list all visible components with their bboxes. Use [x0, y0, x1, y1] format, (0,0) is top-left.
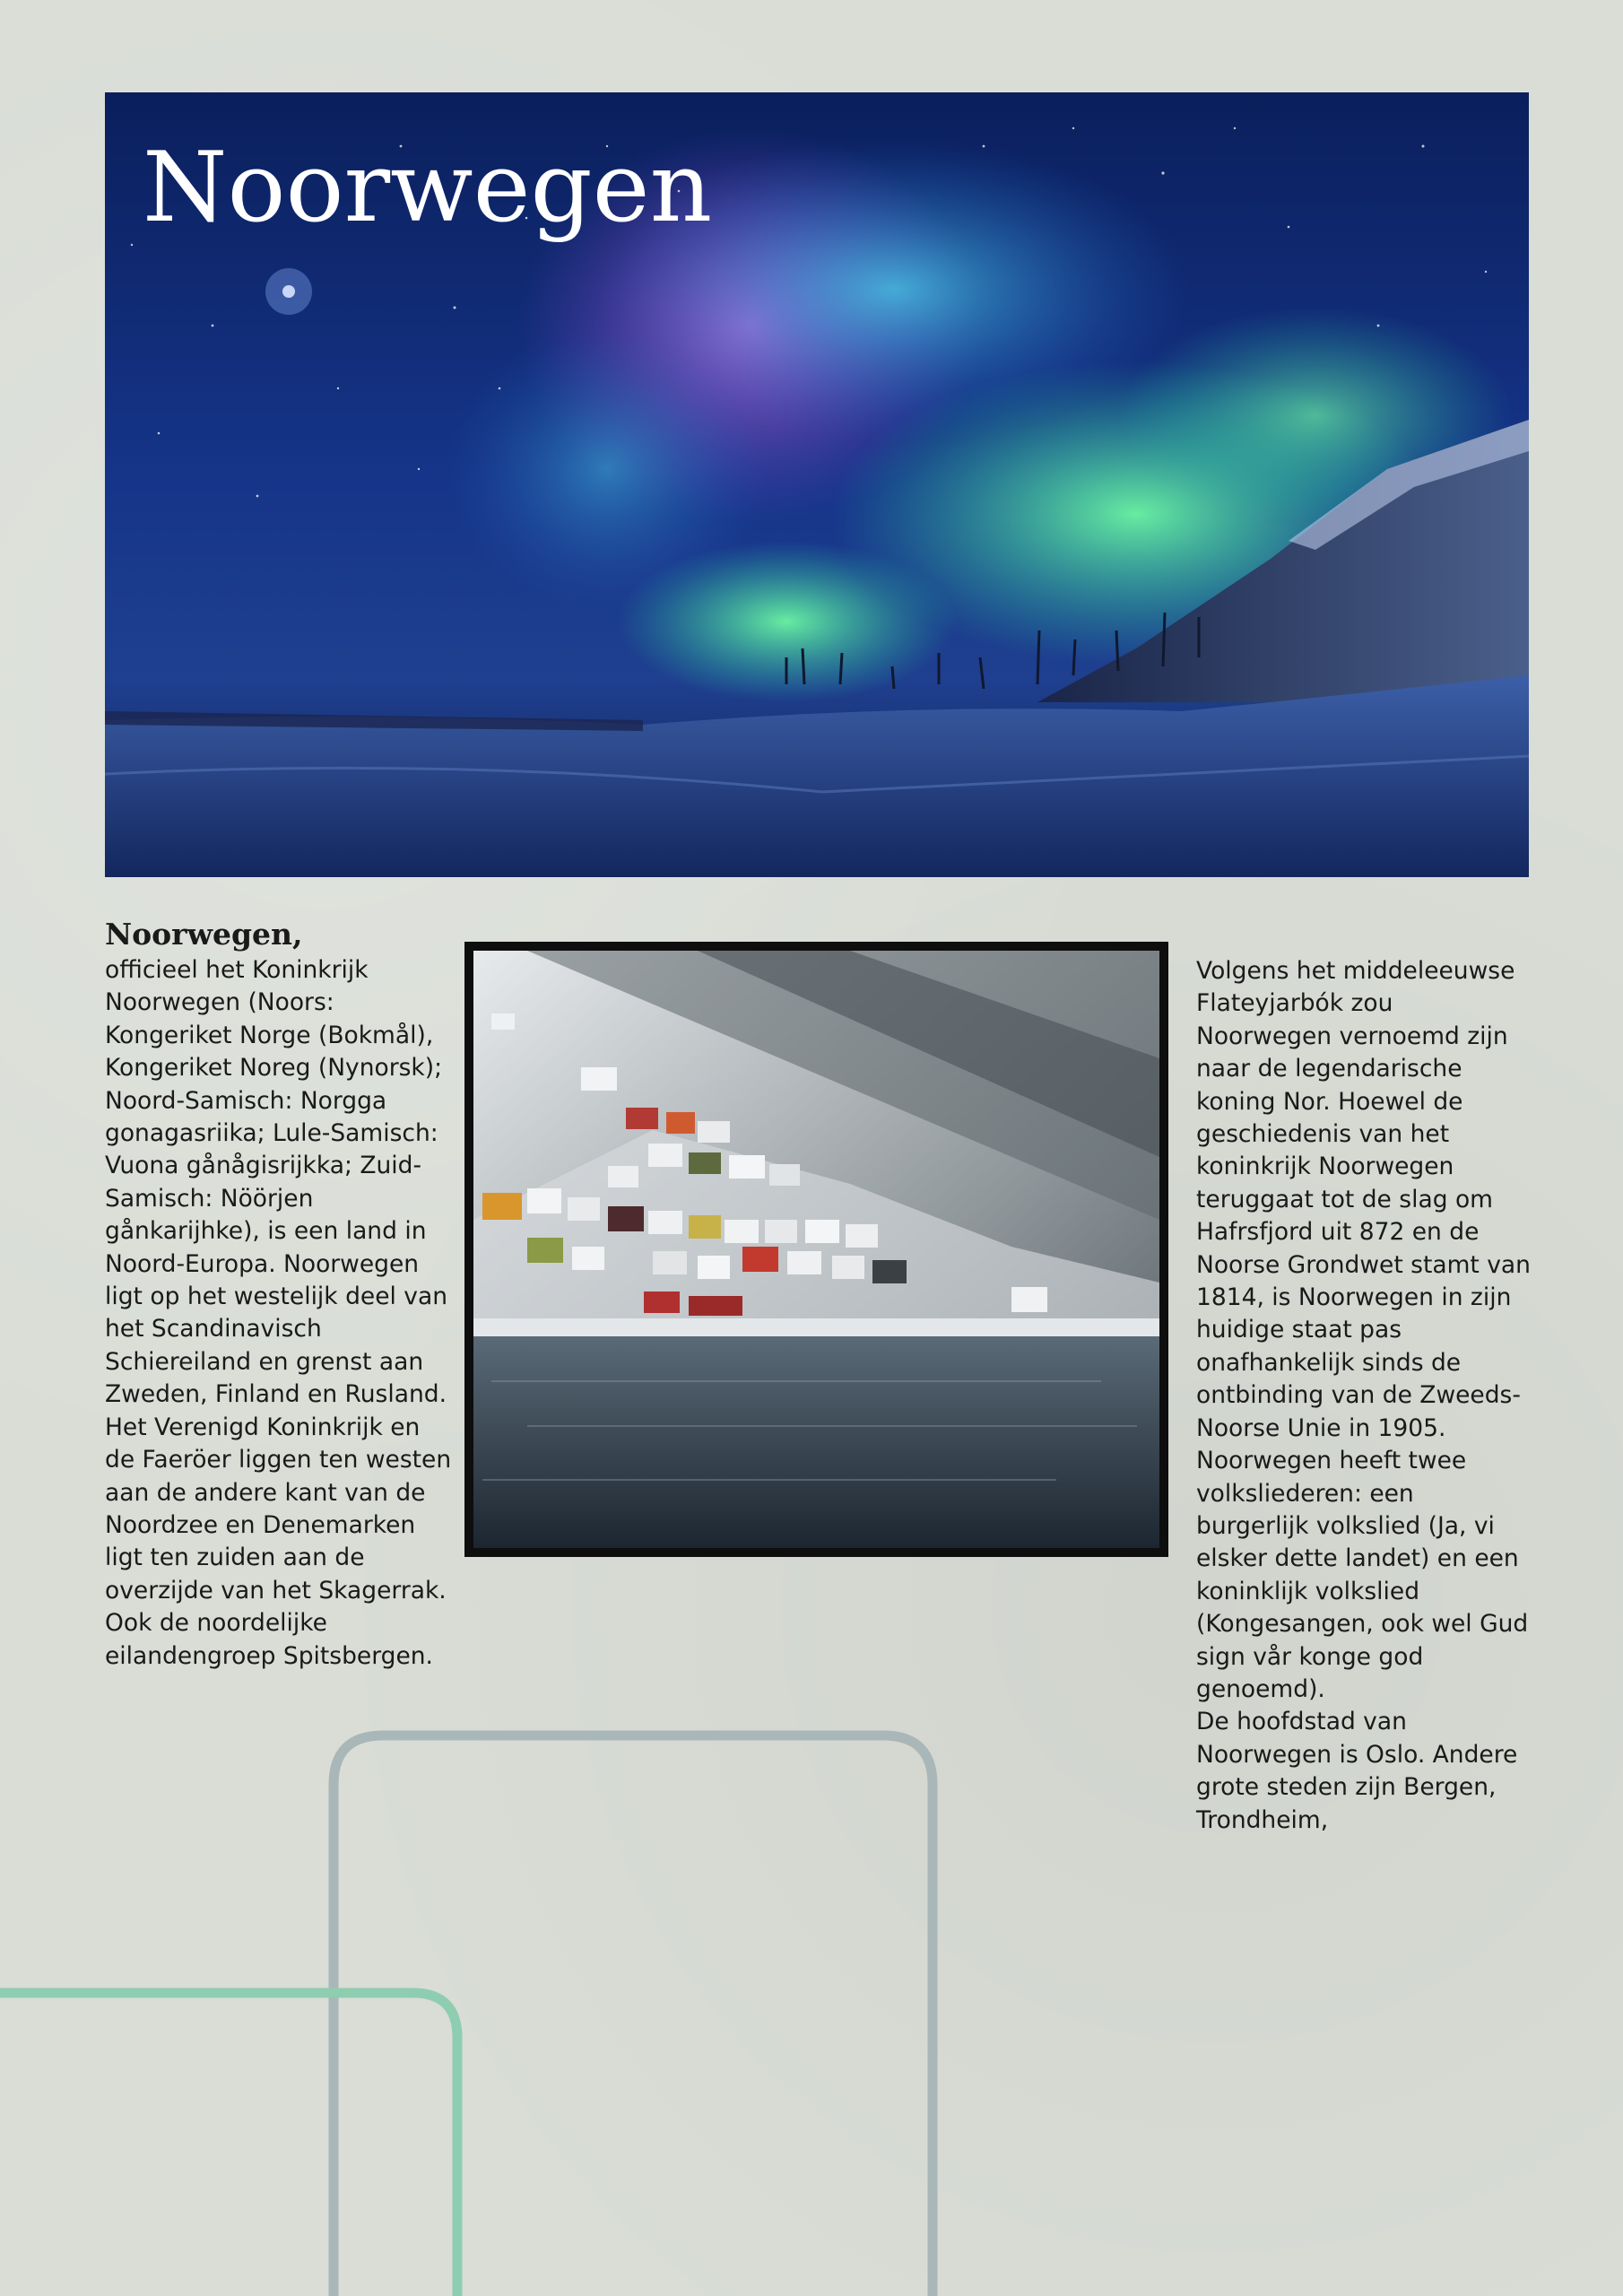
fjord-village-photo-frame [464, 942, 1168, 1557]
left-text-column [105, 915, 455, 1673]
page-title: Noorwegen [143, 132, 713, 244]
history-paragraph: Volgens het middeleeuwse Flateyjarbók zou Noorwegen vernoemd zijn naar de legendarische koning Nor. Hoewel de geschiedenis van het koninkrijk Noorwegen teruggaat tot de slag om Hafrsfjord uit 872 en de Noorse Grondwet stamt van 1814, is Noorwegen in zijn huidige staat pas onafhankelijk sinds de ontbinding van de Zweeds-Noorse Unie in 1905. Noorwegen heeft twee volksliederen: een burgerlijk volkslied (Ja, vi elsker dette landet) en een koninklijk volkslied (Kongesangen, ook wel Gud sign vår konge god genoemd). [1196, 957, 1531, 1703]
green-rounded-line [0, 1993, 457, 2296]
capital-paragraph: De hoofdstad van Noorwegen is Oslo. Andere grote steden zijn Bergen, Trondheim, [1196, 1708, 1518, 1834]
fjord-village-photo [473, 951, 1159, 1548]
intro-paragraph: officieel het Koninkrijk Noorwegen (Noors: Kongeriket Norge (Bokmål), Kongeriket Noreg (Nynorsk); Noord-Samisch: Norgga gonagasriika; Lule-Samisch: Vuona gånågisrijkka; Zuid-Samisch: Nöörjen gånkarijhke), is een land in Noord-Europa. Noorwegen ligt op het westelijk deel van het Scandinavisch Schiereiland en grenst aan Zweden, Finland en Rusland. Het Verenigd Koninkrijk en de Faeröer liggen ten westen aan de andere kant van de Noordzee en Denemarken ligt ten zuiden aan de overzijde van het Skagerrak. Ook de noordelijke eilandengroep Spitsbergen. [105, 956, 452, 1670]
right-text-column [1196, 955, 1532, 1837]
lead-heading: Noorwegen, [105, 917, 303, 952]
grey-rounded-frame-line [334, 1735, 933, 2296]
hero-image [105, 92, 1529, 877]
